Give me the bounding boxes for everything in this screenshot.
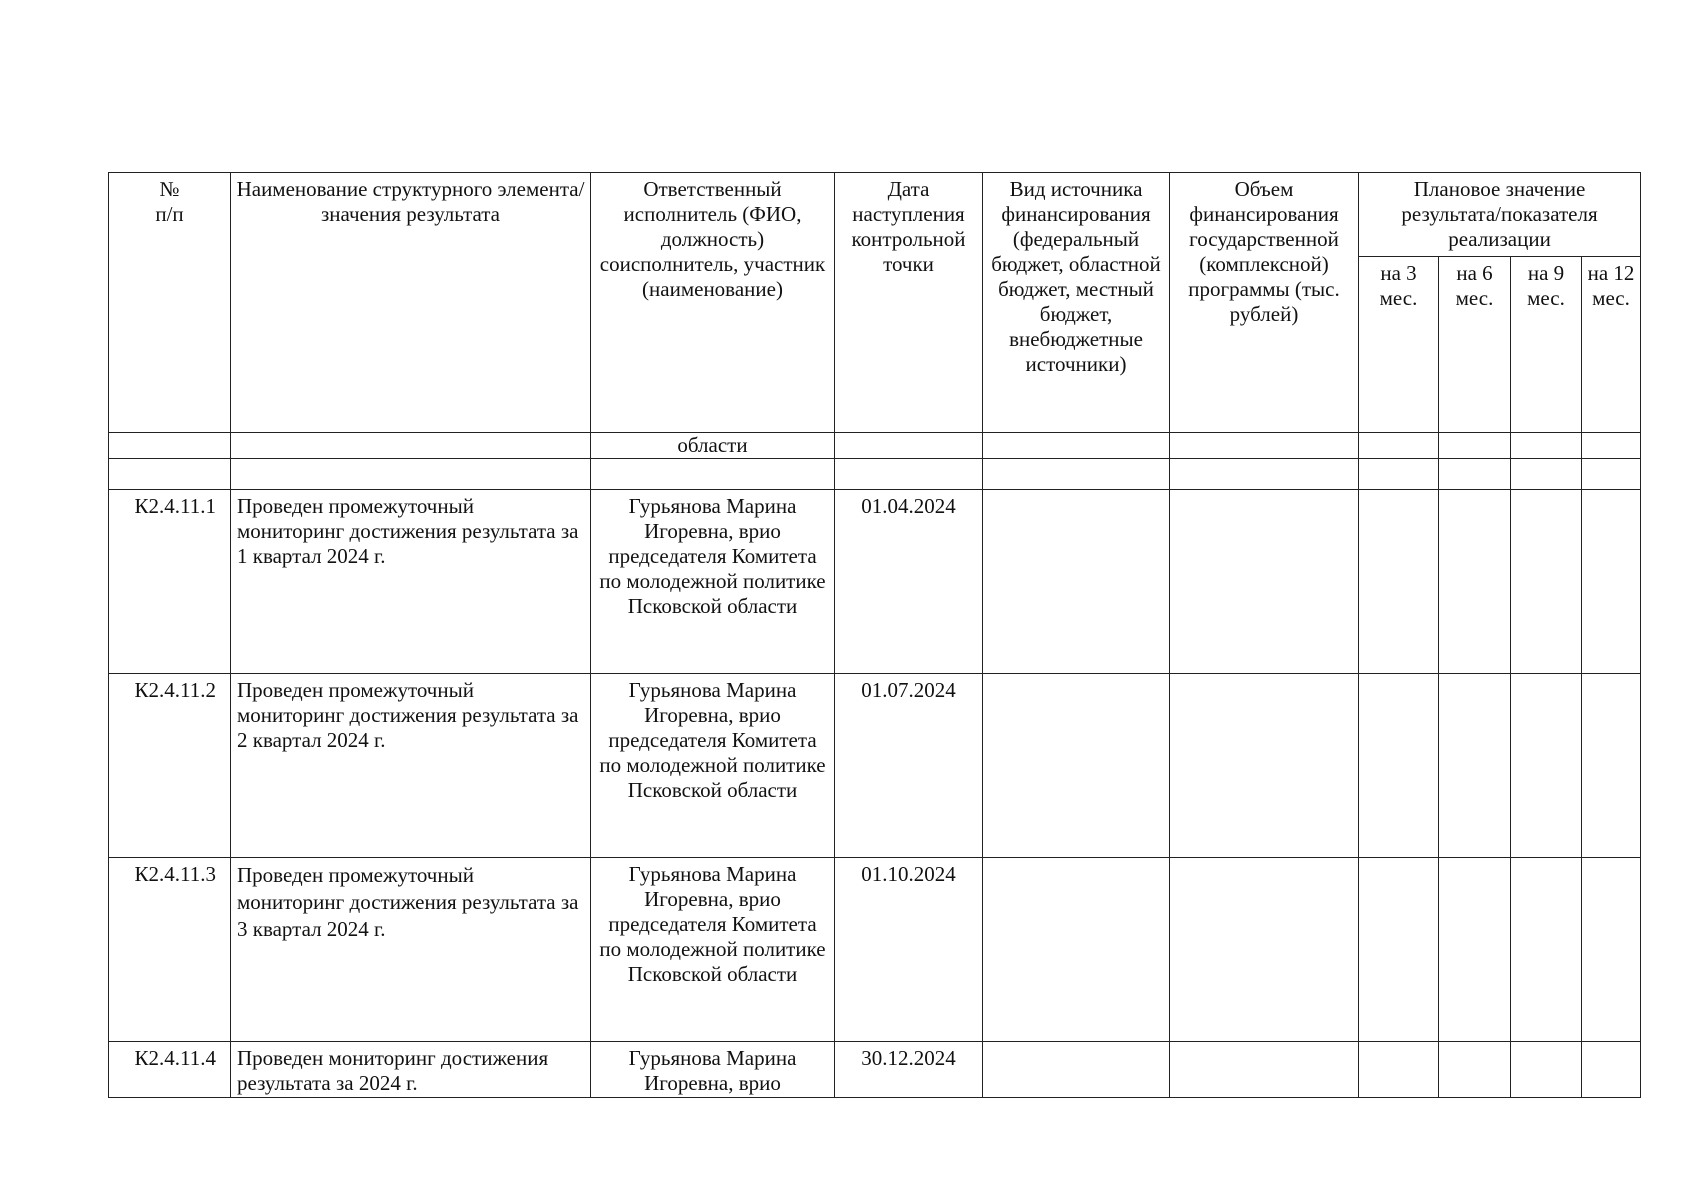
header-volume: Объем финансирования государственной (комплексной) программы (тыс. рублей) xyxy=(1170,173,1359,433)
row-responsible: Гурьянова Марина Игоревна, врио председателя Комитета по молодежной политике Псковской области xyxy=(591,490,835,674)
row-description: Проведен промежуточный мониторинг достижения результата за 2 квартал 2024 г. xyxy=(231,674,591,858)
row-date: 01.07.2024 xyxy=(835,674,983,858)
header-date: Дата наступления контрольной точки xyxy=(835,173,983,433)
table-row xyxy=(109,1042,1641,1098)
header-9-months: на 9 мес. xyxy=(1511,257,1582,433)
table-row xyxy=(109,674,1641,858)
table-row xyxy=(109,858,1641,1042)
row-date: 01.10.2024 xyxy=(835,858,983,1042)
header-num: № п/п xyxy=(109,173,231,433)
table-row xyxy=(109,490,1641,674)
document-page xyxy=(108,172,1640,1098)
header-planned: Плановое значение результата/показателя реализации xyxy=(1359,173,1641,257)
header-source: Вид источника финансирования (федеральный бюджет, областной бюджет, местный бюджет, внебюджетные источники) xyxy=(983,173,1170,433)
row-description: Проведен промежуточный мониторинг достижения результата за 3 квартал 2024 г. xyxy=(231,858,591,1042)
header-12-months: на 12 мес. xyxy=(1582,257,1641,433)
continuation-row xyxy=(109,433,1641,459)
row-responsible: Гурьянова Марина Игоревна, врио председателя Комитета по молодежной политике Псковской области xyxy=(591,858,835,1042)
header-6-months: на 6 мес. xyxy=(1439,257,1511,433)
row-code: К2.4.11.1 xyxy=(109,490,231,674)
empty-row xyxy=(109,459,1641,490)
header-3-months: на 3 мес. xyxy=(1359,257,1439,433)
header-responsible: Ответственный исполнитель (ФИО, должность) соисполнитель, участник (наименование) xyxy=(591,173,835,433)
row-code: К2.4.11.2 xyxy=(109,674,231,858)
row-date: 01.04.2024 xyxy=(835,490,983,674)
row-description: Проведен мониторинг достижения результата за 2024 г. xyxy=(231,1042,591,1098)
continuation-text: области xyxy=(591,433,835,459)
header-name: Наименование структурного элемента/ значения результата xyxy=(231,173,591,433)
row-responsible: Гурьянова Марина Игоревна, врио председателя Комитета по молодежной политике Псковской области xyxy=(591,674,835,858)
control-points-table xyxy=(108,172,1641,1098)
row-responsible: Гурьянова Марина Игоревна, врио xyxy=(591,1042,835,1098)
row-code: К2.4.11.3 xyxy=(109,858,231,1042)
row-code: К2.4.11.4 xyxy=(109,1042,231,1098)
row-description: Проведен промежуточный мониторинг достижения результата за 1 квартал 2024 г. xyxy=(231,490,591,674)
row-date: 30.12.2024 xyxy=(835,1042,983,1098)
